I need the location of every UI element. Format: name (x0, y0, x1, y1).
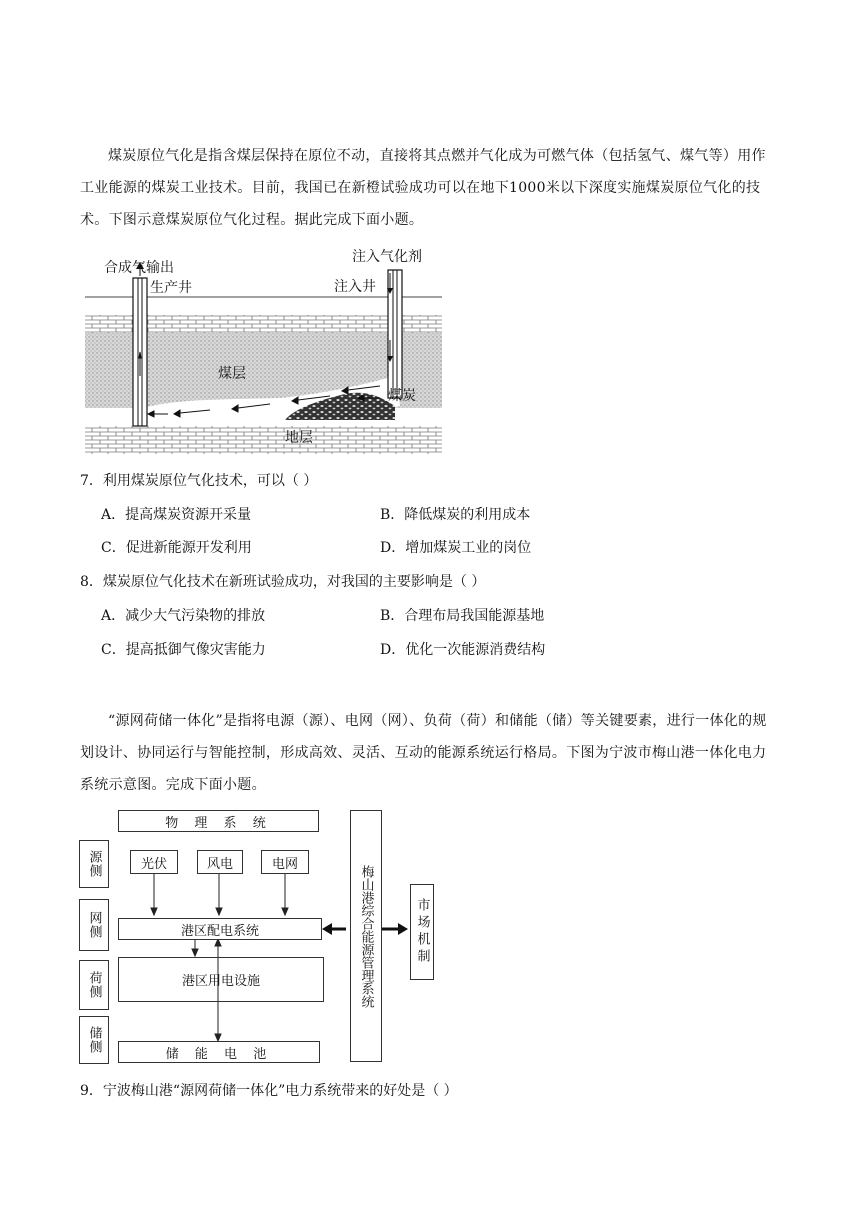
syngas-output-label: 合成气输出 (104, 260, 174, 276)
production-well-label: 生产井 (150, 280, 192, 296)
pv-box: 光伏 (130, 850, 178, 874)
side-grid-box: 网侧 (79, 899, 109, 951)
grid-box: 电网 (261, 850, 309, 874)
q7-option-d[interactable]: D．增加煤炭工业的岗位 (380, 540, 532, 556)
q7-option-c[interactable]: C．促进新能源开发利用 (101, 540, 252, 556)
injection-well-label: 注入井 (334, 279, 376, 295)
q8-option-a[interactable]: A．减少大气污染物的排放 (101, 608, 266, 624)
physical-system-box: 物 理 系 统 (118, 810, 319, 832)
q8-option-d[interactable]: D．优化一次能源消费结构 (380, 642, 546, 658)
coal-gasification-diagram (80, 248, 450, 458)
coal-gasification-figure (80, 248, 450, 458)
q8-option-b[interactable]: B．合理布局我国能源基地 (380, 608, 545, 624)
question-7-stem: 7．利用煤炭原位气化技术，可以（ ） (80, 473, 318, 489)
power-system-figure (78, 808, 438, 1064)
question-9-stem: 9．宁波梅山港“源网荷储一体化”电力系统带来的好处是（ ） (80, 1083, 458, 1099)
battery-box: 储 能 电 池 (118, 1041, 320, 1063)
q7-option-a[interactable]: A．提高煤炭资源开采量 (101, 507, 252, 523)
side-storage-box: 储侧 (79, 1016, 109, 1064)
wind-box: 风电 (197, 850, 243, 874)
distribution-box: 港区配电系统 (118, 918, 322, 940)
facilities-box: 港区用电设施 (118, 957, 324, 1002)
coal-label: 煤炭 (388, 388, 416, 404)
inject-agent-label: 注入气化剂 (352, 249, 422, 265)
passage-1: 煤炭原位气化是指含煤层保持在原位不动，直接将其点燃并气化成为可燃气体（包括氢气、煤气等）用作工业能源的煤炭工业技术。目前，我国已在新橙试验成功可以在地下1000米以下深度实施煤炭原位气化的技术。下图示意煤炭原位气化过程。据此完成下面小题。 (80, 148, 766, 228)
management-system-box: 梅山港综合能源管理系统 (350, 810, 382, 1062)
side-source-box: 源侧 (79, 840, 109, 888)
market-mechanism-box: 市场机制 (410, 884, 434, 980)
q8-option-c[interactable]: C．提高抵御气像灾害能力 (101, 642, 266, 658)
passage-2: “源网荷储一体化”是指将电源（源）、电网（网）、负荷（荷）和储能（储）等关键要素，进行一体化的规划设计、协同运行与智能控制，形成高效、灵活、互动的能源系统运行格局。下图为宁波市梅山港一体化电力系统示意图。完成下面小题。 (80, 713, 767, 793)
stratum-label: 地层 (285, 430, 313, 446)
side-load-box: 荷侧 (79, 960, 109, 1010)
question-8-stem: 8．煤炭原位气化技术在新班试验成功，对我国的主要影响是（ ） (80, 574, 486, 590)
q7-option-b[interactable]: B．降低煤炭的利用成本 (380, 507, 531, 523)
coal-seam-label: 煤层 (218, 366, 246, 382)
